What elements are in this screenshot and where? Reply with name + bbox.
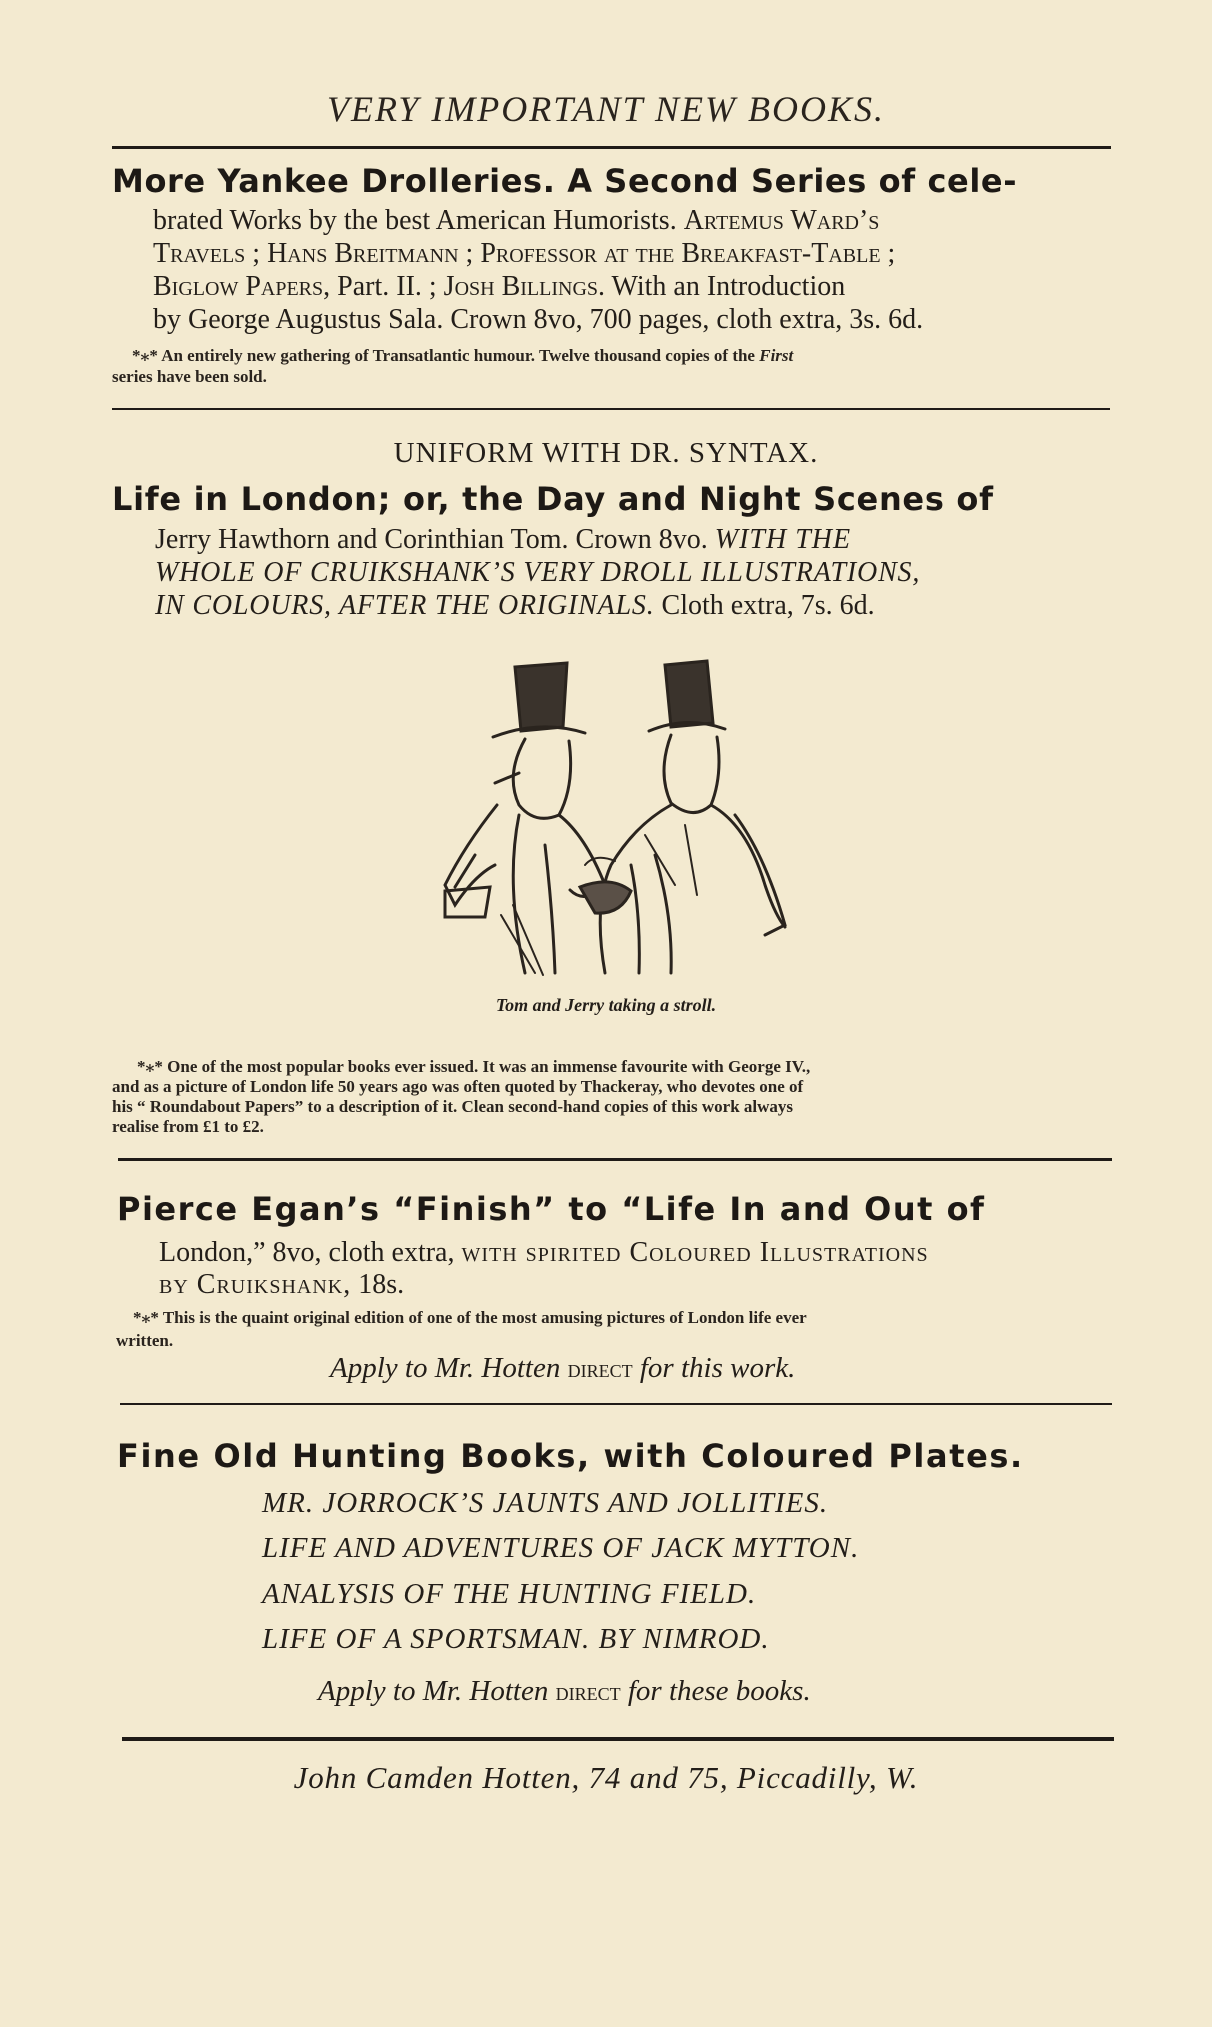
- syntax-note-4: realise from £1 to £2.: [112, 1117, 264, 1136]
- egan-lead: Pierce Egan’s “Finish” to “Life In and Out of: [117, 1190, 986, 1228]
- illustration-caption: Tom and Jerry taking a stroll.: [495, 995, 717, 1015]
- hunting-title-2: LIFE AND ADVENTURES OF JACK MYTTON.: [262, 1532, 860, 1564]
- syntax-note-3: his “ Roundabout Papers” to a description of it. Clean second-hand copies of this work always: [112, 1097, 794, 1116]
- hunting-lead: Fine Old Hunting Books, with Coloured Plates.: [117, 1437, 1024, 1475]
- egan-note-2: written.: [116, 1331, 174, 1350]
- egan-note-1: *⁎* This is the quaint original edition of one of the most amusing pictures of London life ever: [133, 1308, 807, 1327]
- syntax-heading: UNIFORM WITH DR. SYNTAX.: [393, 437, 819, 469]
- yankee-line-2: Travels ; Hans Breitmann ; Professor at the Breakfast-Table ;: [153, 238, 896, 269]
- hunting-title-4: LIFE OF A SPORTSMAN. BY NIMROD.: [262, 1623, 770, 1655]
- syntax-line-1: Jerry Hawthorn and Corinthian Tom. Crown 8vo. WITH THE: [155, 524, 852, 555]
- section-rule-1: [112, 408, 1110, 410]
- syntax-note-1: *⁎* One of the most popular books ever issued. It was an immense favourite with George IV.,: [137, 1057, 811, 1076]
- syntax-line-3: IN COLOURS, AFTER THE ORIGINALS. Cloth extra, 7s. 6d.: [155, 590, 875, 621]
- section-rule-3: [120, 1403, 1112, 1405]
- syntax-line-2: WHOLE OF CRUIKSHANK’S VERY DROLL ILLUSTRATIONS,: [155, 557, 921, 588]
- section-rule-2: [118, 1158, 1112, 1161]
- yankee-lead: More Yankee Drolleries. A Second Series of cele-: [112, 162, 1018, 200]
- yankee-line-1: brated Works by the best American Humorists. Artemus Ward’s: [153, 205, 880, 236]
- top-rule: [112, 146, 1111, 149]
- egan-line-1: London,” 8vo, cloth extra, with spirited Coloured Illustrations: [159, 1237, 929, 1268]
- hunting-apply: Apply to Mr. Hotten direct for these books.: [318, 1675, 811, 1707]
- egan-line-2: by Cruikshank, 18s.: [159, 1269, 405, 1300]
- yankee-note-2: series have been sold.: [112, 367, 267, 386]
- hunting-title-1: MR. JORROCK’S JAUNTS AND JOLLITIES.: [262, 1487, 829, 1519]
- yankee-line-4: by George Augustus Sala. Crown 8vo, 700 pages, cloth extra, 3s. 6d.: [153, 304, 924, 335]
- yankee-note-1: *⁎* An entirely new gathering of Transatlantic humour. Twelve thousand copies of the First: [132, 346, 794, 365]
- yankee-line-3: Biglow Papers, Part. II. ; Josh Billings. With an Introduction: [153, 271, 846, 302]
- bottom-rule: [122, 1737, 1114, 1741]
- tom-and-jerry-illustration: [435, 655, 800, 985]
- egan-apply: Apply to Mr. Hotten direct for this work.: [330, 1352, 796, 1384]
- syntax-note-2: and as a picture of London life 50 years ago was often quoted by Thackeray, who devotes one of: [112, 1077, 804, 1096]
- running-head: VERY IMPORTANT NEW BOOKS.: [326, 89, 885, 129]
- syntax-lead: Life in London; or, the Day and Night Scenes of: [112, 480, 994, 518]
- right-figure: [580, 661, 785, 973]
- left-figure: [445, 663, 605, 975]
- publisher-imprint: John Camden Hotten, 74 and 75, Piccadilly, W.: [293, 1760, 919, 1795]
- hunting-title-3: ANALYSIS OF THE HUNTING FIELD.: [262, 1578, 757, 1610]
